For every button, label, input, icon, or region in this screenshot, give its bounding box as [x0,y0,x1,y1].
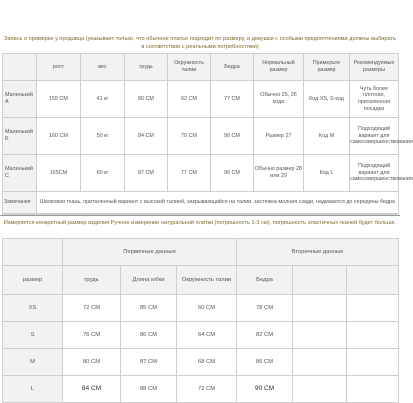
hips-cell: 82 CM [237,322,293,349]
header-cell: грудь [63,266,121,295]
hips-cell: 78 CM [237,295,293,322]
waist-cell: 60 CM [177,295,237,322]
column-header-row [3,266,399,295]
waist-cell: 64 CM [177,322,237,349]
recommended-cell: Чуть более плотная, приталенная посадка [350,81,399,118]
remarks-label: Замечания [3,192,37,214]
hips-cell: 96 CM [211,155,254,192]
header-cell: Бедра [211,54,254,81]
normal-size-cell: Обычно размер 28 или 29 [254,155,304,192]
waist-cell: 68 CM [177,349,237,376]
hips-cell: 90 CM [211,118,254,155]
header-cell: Нормальный размер [254,54,304,81]
table-row [3,295,399,322]
waist-cell: 70 CM [168,118,211,155]
weight-cell: 60 кг [81,155,125,192]
header-cell: вес [81,54,125,81]
header-cell: Бедра [237,266,293,295]
normal-size-cell: Размер 27 [254,118,304,155]
try-size-cell: Код M [304,118,350,155]
chest-cell: 87 CM [125,155,168,192]
skirt-length-cell: 87 CM [121,349,177,376]
waist-cell: 62 CM [168,81,211,118]
header-cell: Окружность талии [177,266,237,295]
secondary-data-header: Вторичные данные [237,239,399,266]
empty-cell [347,349,399,376]
table-row [3,376,399,403]
empty-cell [347,322,399,349]
size-header: размер [3,266,63,295]
remarks-row [3,192,399,214]
header-cell: грудь [125,54,168,81]
chest-cell: 80 CM [63,349,121,376]
header-cell [347,266,399,295]
recommended-cell: Подходящий вариант для самосовершенствования [350,155,399,192]
table-row [3,322,399,349]
chest-cell: 84 CM [125,118,168,155]
hips-cell: 77 CM [211,81,254,118]
empty-cell [347,376,399,403]
recommended-cell: Подходящий вариант для самосовершенствования [350,118,399,155]
fitting-table [2,53,413,214]
normal-size-cell: Обычно 25, 26 кода [254,81,304,118]
empty-cell [293,322,347,349]
height-cell: 160 CM [37,118,81,155]
row-label: Маленький Б [3,118,37,155]
size-cell: L [3,376,63,403]
empty-cell [347,295,399,322]
header-cell [3,239,63,266]
try-size-cell: Код L [304,155,350,192]
chest-cell: 72 CM [63,295,121,322]
size-cell: M [3,349,63,376]
weight-cell: 41 кг [81,81,125,118]
size-cell: S [3,322,63,349]
header-cell: Окружность талии [168,54,211,81]
fitting-header-row [3,54,399,81]
group-header-row [3,239,399,266]
row-label: Маленький А [3,81,37,118]
chest-cell: 76 CM [63,322,121,349]
chest-cell: 84 CM [63,376,121,403]
weight-cell: 50 кг [81,118,125,155]
table-row [3,118,399,155]
empty-cell [293,295,347,322]
height-cell: 155 CM [37,81,81,118]
product-size-table [2,238,399,403]
header-cell [293,266,347,295]
height-cell: 165CM [37,155,81,192]
header-cell: рост [37,54,81,81]
fitting-note: Запись о примерке у продавца (указывает только, что обычное платье подходит по размеру, и девушки с особыми предпочтениями должны выбирать в соответствии с реальными потребностями) [4,36,396,50]
waist-cell: 77 CM [168,155,211,192]
header-cell: Примерьте размер [304,54,350,81]
hips-cell: 86 CM [237,349,293,376]
skirt-length-cell: 88 CM [121,376,177,403]
waist-cell: 72 CM [177,376,237,403]
header-cell: Рекомендуемые размеры [350,54,399,81]
header-cell: Длина юбки [121,266,177,295]
section-divider-line [0,215,400,216]
empty-cell [293,376,347,403]
measurement-note: Измеряется конкретный размер изделия:Ручное измерение натуральной плитки (погрешность 1-3 см), погрешность эластичных тканей будет больше. [3,220,397,226]
try-size-cell: Код XS, S-код [304,81,350,118]
row-label: Маленький С [3,155,37,192]
remarks-text: Шелковая ткань, приталенный вариант с высокой талией, закрывающийся на талии, застежка-молния сзади, надевается до середины бедра [37,192,399,214]
size-cell: XS [3,295,63,322]
chest-cell: 80 CM [125,81,168,118]
table-row [3,155,399,192]
skirt-length-cell: 86 CM [121,322,177,349]
primary-data-header: Первичные данные [63,239,237,266]
table-row [3,81,399,118]
empty-cell [293,349,347,376]
table-row [3,349,399,376]
skirt-length-cell: 85 CM [121,295,177,322]
header-cell [3,54,37,81]
hips-cell: 90 CM [237,376,293,403]
